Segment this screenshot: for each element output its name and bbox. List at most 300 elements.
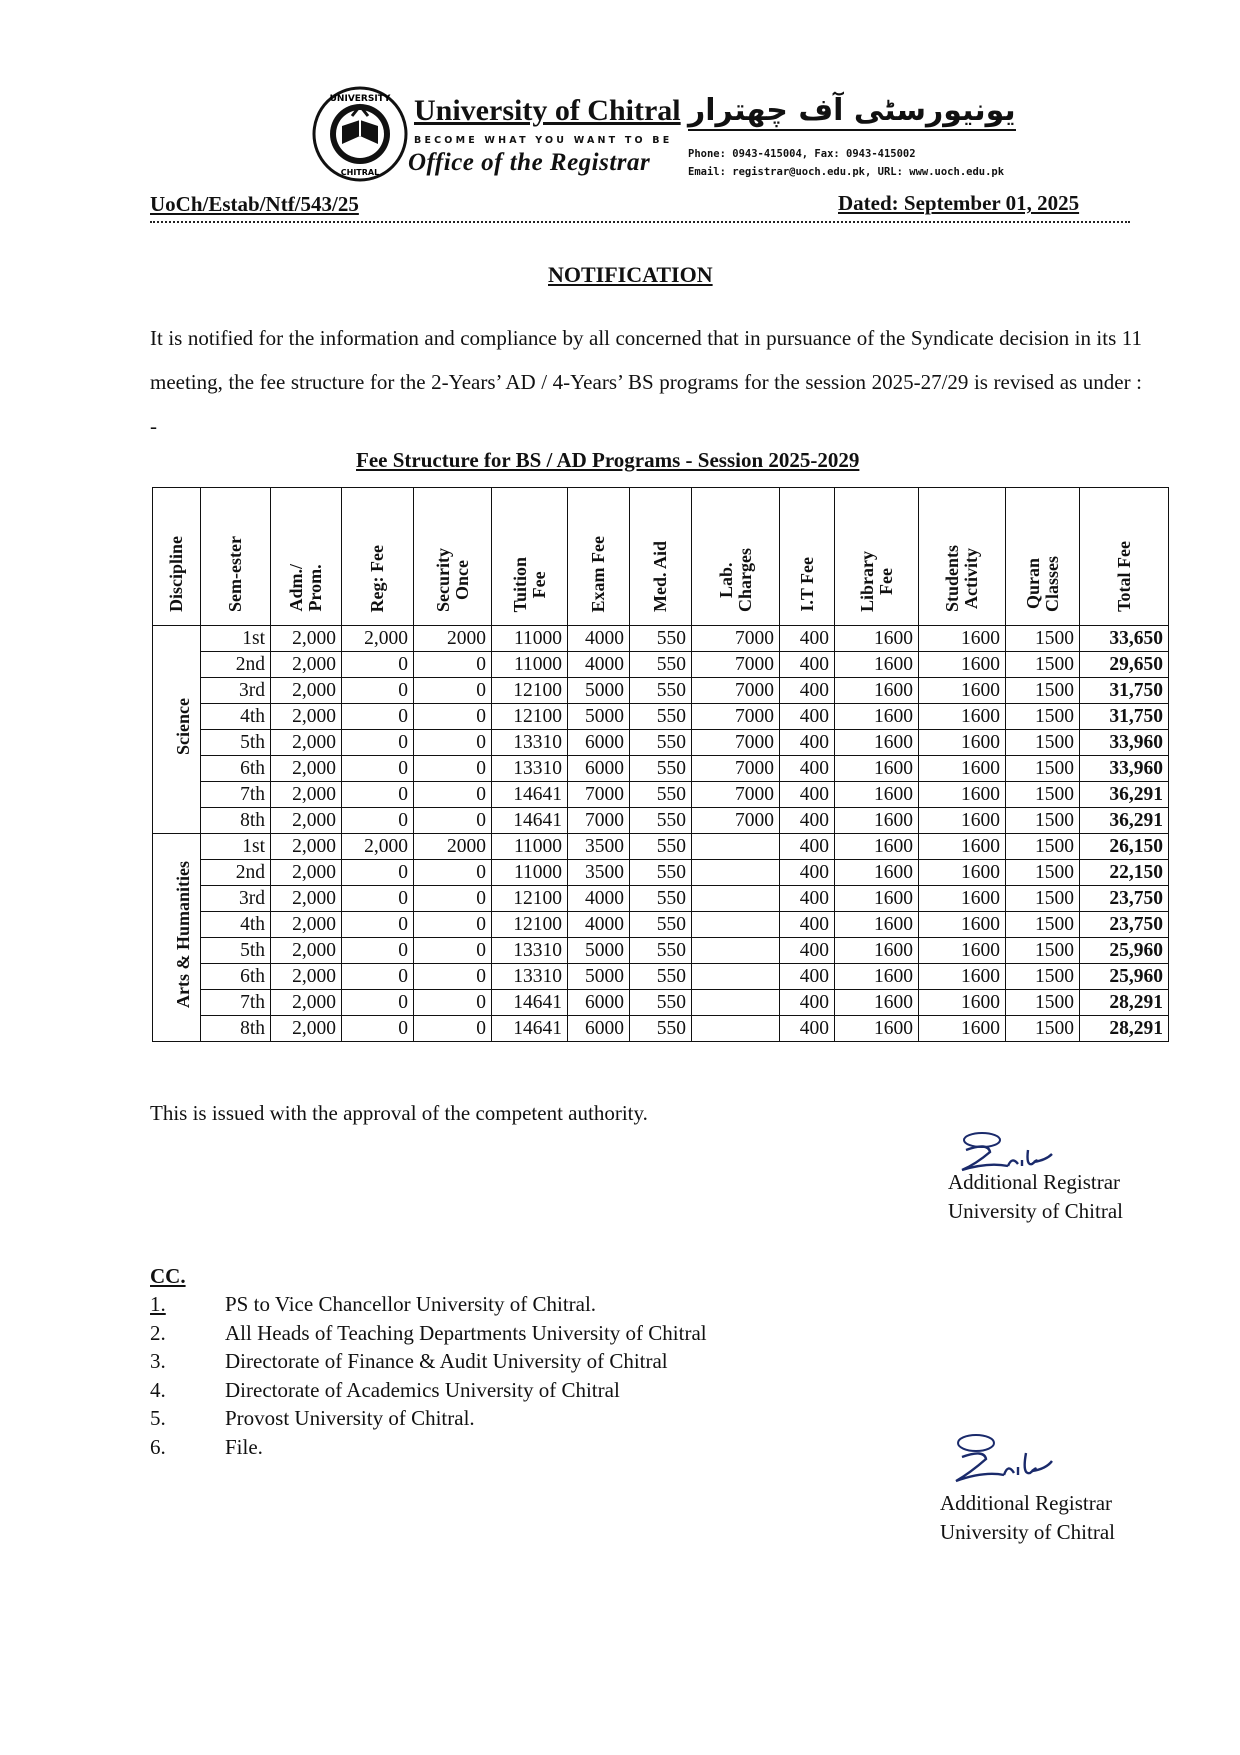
discipline-label: Arts & Humanities: [173, 860, 193, 1008]
table-row: [153, 678, 1169, 704]
fee-cell: 2,000: [271, 1016, 342, 1042]
fee-cell: 1600: [835, 964, 919, 990]
fee-cell: 400: [780, 860, 835, 886]
fee-cell: 1600: [835, 990, 919, 1016]
fee-cell: 2,000: [271, 756, 342, 782]
table-row: [153, 990, 1169, 1016]
phone-fax-line: Phone: 0943-415004, Fax: 0943-415002: [688, 148, 916, 160]
fee-cell: 7000: [692, 730, 780, 756]
total-fee-cell: 36,291: [1080, 808, 1169, 834]
fee-cell: 2,000: [271, 964, 342, 990]
column-header: [201, 488, 271, 626]
fee-cell: 1600: [919, 990, 1006, 1016]
total-fee-cell: 25,960: [1080, 964, 1169, 990]
fee-cell: 12100: [492, 886, 568, 912]
cc-item-number: 3.: [150, 1349, 166, 1373]
fee-cell: 0: [414, 704, 492, 730]
signer-title-bottom: Additional Registrar: [940, 1491, 1113, 1515]
fee-cell: 6000: [568, 990, 630, 1016]
fee-cell: 1500: [1006, 782, 1080, 808]
column-header: [342, 488, 414, 626]
fee-cell: 1600: [835, 756, 919, 782]
fee-cell: 1500: [1006, 756, 1080, 782]
fee-cell: 1600: [835, 912, 919, 938]
fee-cell: 400: [780, 990, 835, 1016]
fee-cell: 1600: [835, 678, 919, 704]
fee-cell: 2,000: [271, 834, 342, 860]
table-row: [153, 756, 1169, 782]
seal-text-bottom: CHITRAL: [340, 168, 380, 177]
fee-cell: 7000: [568, 808, 630, 834]
column-header: [1080, 488, 1169, 626]
fee-cell: 550: [630, 652, 692, 678]
fee-cell: 6000: [568, 1016, 630, 1042]
fee-cell: 550: [630, 808, 692, 834]
fee-cell: 0: [342, 886, 414, 912]
fee-cell: 0: [342, 652, 414, 678]
fee-cell: 400: [780, 756, 835, 782]
fee-cell: 1500: [1006, 938, 1080, 964]
cc-item-text: Directorate of Academics University of Chitral: [225, 1377, 620, 1402]
fee-cell: 7000: [692, 626, 780, 652]
table-row: [153, 782, 1169, 808]
fee-cell: 0: [414, 990, 492, 1016]
fee-cell: 7000: [692, 782, 780, 808]
fee-cell: 11000: [492, 652, 568, 678]
fee-cell: 550: [630, 860, 692, 886]
fee-cell: 1500: [1006, 860, 1080, 886]
semester-cell: 7th: [201, 990, 271, 1016]
fee-cell: 0: [342, 730, 414, 756]
fee-cell: 1500: [1006, 912, 1080, 938]
fee-cell: 1500: [1006, 834, 1080, 860]
fee-cell: [692, 938, 780, 964]
fee-cell: 0: [414, 678, 492, 704]
reference-number: UoCh/Estab/Ntf/543/25: [150, 192, 359, 216]
fee-cell: 1600: [919, 808, 1006, 834]
fee-cell: 2,000: [271, 626, 342, 652]
fee-cell: 2,000: [271, 730, 342, 756]
table-row: [153, 1016, 1169, 1042]
fee-cell: 1500: [1006, 964, 1080, 990]
fee-cell: 550: [630, 1016, 692, 1042]
fee-cell: [692, 1016, 780, 1042]
total-fee-cell: 31,750: [1080, 704, 1169, 730]
semester-cell: 2nd: [201, 860, 271, 886]
semester-cell: 7th: [201, 782, 271, 808]
column-header: [919, 488, 1006, 626]
fee-cell: 1500: [1006, 704, 1080, 730]
semester-cell: 4th: [201, 912, 271, 938]
fee-cell: 1600: [835, 808, 919, 834]
fee-cell: 550: [630, 730, 692, 756]
fee-cell: 0: [342, 808, 414, 834]
total-fee-cell: 26,150: [1080, 834, 1169, 860]
total-fee-cell: 33,960: [1080, 730, 1169, 756]
fee-cell: 400: [780, 1016, 835, 1042]
fee-cell: 7000: [692, 678, 780, 704]
fee-cell: 1600: [919, 678, 1006, 704]
cc-list-item: [150, 1404, 707, 1433]
total-fee-cell: 22,150: [1080, 860, 1169, 886]
fee-cell: 550: [630, 938, 692, 964]
fee-cell: 5000: [568, 704, 630, 730]
fee-cell: 0: [414, 652, 492, 678]
table-row: [153, 912, 1169, 938]
column-header-label: Adm./ Prom.: [286, 564, 325, 612]
fee-cell: 7000: [692, 808, 780, 834]
fee-cell: 1600: [835, 834, 919, 860]
fee-cell: 1600: [835, 782, 919, 808]
fee-table-title: Fee Structure for BS / AD Programs - Session 2025-2029: [356, 448, 860, 472]
discipline-label: Science: [173, 697, 193, 755]
total-fee-cell: 33,650: [1080, 626, 1169, 652]
semester-cell: 3rd: [201, 886, 271, 912]
table-row: [153, 704, 1169, 730]
fee-cell: 1600: [919, 860, 1006, 886]
cc-list-item: [150, 1376, 707, 1405]
fee-cell: 1500: [1006, 1016, 1080, 1042]
total-fee-cell: 31,750: [1080, 678, 1169, 704]
fee-cell: 14641: [492, 990, 568, 1016]
cc-heading: CC.: [150, 1264, 186, 1288]
fee-cell: 0: [342, 990, 414, 1016]
table-header-row: [153, 488, 1169, 626]
semester-cell: 1st: [201, 834, 271, 860]
signer-org-top: University of Chitral: [948, 1199, 1123, 1223]
total-fee-cell: 28,291: [1080, 990, 1169, 1016]
column-header-label: Discipline: [166, 535, 186, 612]
column-header-label: Lab. Charges: [715, 548, 755, 612]
total-fee-cell: 23,750: [1080, 886, 1169, 912]
column-header: [630, 488, 692, 626]
table-row: [153, 886, 1169, 912]
column-header-label: Security Once: [432, 548, 472, 612]
fee-cell: 1600: [835, 886, 919, 912]
fee-cell: 0: [414, 1016, 492, 1042]
total-fee-cell: 29,650: [1080, 652, 1169, 678]
fee-cell: 1600: [919, 912, 1006, 938]
fee-cell: 2,000: [271, 808, 342, 834]
fee-cell: 4000: [568, 886, 630, 912]
fee-cell: 2,000: [342, 834, 414, 860]
fee-cell: 1600: [835, 730, 919, 756]
column-header: [780, 488, 835, 626]
fee-cell: 1500: [1006, 678, 1080, 704]
fee-cell: 4000: [568, 912, 630, 938]
fee-cell: 6000: [568, 730, 630, 756]
notification-body: It is notified for the information and compliance by all concerned that in pursuance of the Syndicate decision in its 11 meeting, the fee structure for the 2-Years’ AD / 4-Years’ BS programs for the session 2025-27/29 is revised as under : -: [150, 326, 1142, 438]
fee-cell: 2,000: [271, 912, 342, 938]
discipline-cell: [153, 626, 201, 834]
column-header-label: Tuition Fee: [509, 556, 549, 612]
fee-cell: 2000: [414, 834, 492, 860]
fee-cell: 400: [780, 938, 835, 964]
fee-cell: 0: [414, 938, 492, 964]
fee-cell: 0: [342, 1016, 414, 1042]
seal-text-top: UNIVERSITY: [329, 94, 391, 104]
handwritten-signature-top: [948, 1130, 1088, 1180]
fee-cell: 550: [630, 756, 692, 782]
signature-block-top: [948, 1130, 1123, 1226]
cc-item-text: PS to Vice Chancellor University of Chitral.: [225, 1292, 597, 1316]
fee-cell: 7000: [692, 704, 780, 730]
semester-cell: 8th: [201, 808, 271, 834]
fee-cell: 1600: [919, 652, 1006, 678]
fee-cell: 400: [780, 704, 835, 730]
table-row: [153, 834, 1169, 860]
fee-cell: 400: [780, 808, 835, 834]
fee-cell: 14641: [492, 1016, 568, 1042]
fee-cell: 400: [780, 886, 835, 912]
column-header-label: Students Activity: [942, 544, 981, 612]
fee-cell: 1600: [919, 730, 1006, 756]
column-header-label: I.T Fee: [796, 557, 817, 612]
fee-cell: 550: [630, 782, 692, 808]
total-fee-cell: 25,960: [1080, 938, 1169, 964]
fee-cell: 13310: [492, 938, 568, 964]
cc-item-text: File.: [225, 1434, 263, 1459]
fee-cell: 0: [414, 782, 492, 808]
fee-cell: 550: [630, 964, 692, 990]
fee-cell: 400: [780, 730, 835, 756]
cc-item-number: 5.: [150, 1406, 166, 1430]
cc-item-number: 6.: [150, 1434, 166, 1459]
fee-cell: 2,000: [271, 782, 342, 808]
fee-cell: 2,000: [271, 990, 342, 1016]
cc-item-text: Provost University of Chitral.: [225, 1406, 475, 1430]
semester-cell: 1st: [201, 626, 271, 652]
column-header: [271, 488, 342, 626]
fee-cell: 0: [414, 756, 492, 782]
fee-cell: 1600: [919, 704, 1006, 730]
fee-cell: 0: [342, 782, 414, 808]
fee-cell: 0: [342, 964, 414, 990]
fee-cell: 1600: [919, 834, 1006, 860]
semester-cell: 2nd: [201, 652, 271, 678]
fee-cell: 3500: [568, 860, 630, 886]
office-title: Office of the Registrar: [408, 149, 651, 176]
fee-cell: 400: [780, 652, 835, 678]
notification-date: Dated: September 01, 2025: [838, 191, 1080, 215]
fee-cell: 3500: [568, 834, 630, 860]
column-header-label: Reg: Fee: [367, 544, 387, 612]
total-fee-cell: 33,960: [1080, 756, 1169, 782]
fee-cell: 550: [630, 912, 692, 938]
fee-cell: 2,000: [271, 652, 342, 678]
fee-cell: 5000: [568, 678, 630, 704]
fee-cell: 2000: [414, 626, 492, 652]
fee-cell: 5000: [568, 938, 630, 964]
fee-cell: 0: [414, 808, 492, 834]
table-row: [153, 808, 1169, 834]
fee-cell: 400: [780, 964, 835, 990]
discipline-cell: [153, 834, 201, 1042]
column-header-label: Quran Classes: [1022, 555, 1062, 612]
fee-cell: 1600: [919, 756, 1006, 782]
signer-title-top: Additional Registrar: [948, 1170, 1121, 1194]
fee-cell: 13310: [492, 964, 568, 990]
total-fee-cell: 23,750: [1080, 912, 1169, 938]
fee-cell: 0: [414, 730, 492, 756]
fee-cell: 1600: [835, 938, 919, 964]
semester-cell: 3rd: [201, 678, 271, 704]
fee-cell: [692, 886, 780, 912]
fee-cell: 4000: [568, 626, 630, 652]
cc-item-text: Directorate of Finance & Audit University of Chitral: [225, 1349, 668, 1373]
semester-cell: 4th: [201, 704, 271, 730]
fee-cell: [692, 964, 780, 990]
fee-cell: 1600: [919, 938, 1006, 964]
fee-cell: 550: [630, 678, 692, 704]
fee-cell: 550: [630, 834, 692, 860]
university-seal-logo: [312, 86, 408, 182]
fee-cell: 550: [630, 990, 692, 1016]
fee-cell: 1600: [835, 652, 919, 678]
semester-cell: 6th: [201, 964, 271, 990]
fee-structure-table: [152, 487, 1169, 1042]
fee-cell: 1600: [919, 782, 1006, 808]
fee-cell: 14641: [492, 782, 568, 808]
fee-cell: 1600: [919, 886, 1006, 912]
table-row: [153, 938, 1169, 964]
fee-cell: 400: [780, 834, 835, 860]
fee-cell: 0: [342, 678, 414, 704]
semester-cell: 8th: [201, 1016, 271, 1042]
fee-cell: 11000: [492, 834, 568, 860]
university-motto: BECOME WHAT YOU WANT TO BE: [414, 135, 673, 146]
fee-cell: 14641: [492, 808, 568, 834]
fee-cell: 1500: [1006, 808, 1080, 834]
column-header: [568, 488, 630, 626]
fee-cell: 0: [414, 860, 492, 886]
fee-cell: 2,000: [271, 860, 342, 886]
fee-cell: 1600: [835, 860, 919, 886]
table-row: [153, 964, 1169, 990]
fee-cell: [692, 860, 780, 886]
university-name: University of Chitral: [414, 94, 681, 127]
fee-cell: 2,000: [271, 886, 342, 912]
cc-item-number: 1.: [150, 1292, 166, 1316]
fee-cell: 2,000: [271, 938, 342, 964]
fee-cell: 1600: [919, 1016, 1006, 1042]
handwritten-signature-bottom: [940, 1431, 1080, 1493]
fee-cell: 2,000: [271, 704, 342, 730]
fee-cell: 4000: [568, 652, 630, 678]
fee-cell: 1500: [1006, 990, 1080, 1016]
fee-cell: 0: [342, 860, 414, 886]
fee-cell: 6000: [568, 756, 630, 782]
column-header-label: Exam Fee: [588, 535, 608, 612]
urdu-university-name: یونیورسٹی آف چھترار: [688, 93, 1016, 131]
fee-cell: 1500: [1006, 626, 1080, 652]
fee-cell: 0: [414, 964, 492, 990]
fee-cell: 0: [414, 886, 492, 912]
fee-cell: 0: [342, 912, 414, 938]
cc-list-item: [150, 1319, 707, 1348]
table-row: [153, 860, 1169, 886]
fee-cell: 1600: [919, 964, 1006, 990]
column-header-label: Med. Aid: [650, 540, 670, 612]
cc-list-item: [150, 1290, 707, 1319]
cc-item-text: All Heads of Teaching Departments University of Chitral: [225, 1320, 707, 1345]
fee-cell: 11000: [492, 626, 568, 652]
fee-cell: 400: [780, 912, 835, 938]
fee-cell: 12100: [492, 704, 568, 730]
column-header-label: Total Fee: [1113, 541, 1134, 612]
fee-cell: 550: [630, 704, 692, 730]
fee-cell: 13310: [492, 730, 568, 756]
fee-cell: 7000: [568, 782, 630, 808]
cc-item-number: 2.: [150, 1320, 166, 1345]
signer-org-bottom: University of Chitral: [940, 1520, 1115, 1544]
total-fee-cell: 36,291: [1080, 782, 1169, 808]
notification-heading: NOTIFICATION: [548, 262, 713, 287]
signature-block-bottom: [940, 1431, 1115, 1547]
approval-statement: This is issued with the approval of the competent authority.: [150, 1101, 648, 1125]
fee-cell: 2,000: [271, 678, 342, 704]
fee-cell: 13310: [492, 756, 568, 782]
fee-cell: 1500: [1006, 730, 1080, 756]
column-header: [492, 488, 568, 626]
cc-item-number: 4.: [150, 1377, 166, 1402]
semester-cell: 5th: [201, 938, 271, 964]
fee-cell: 1500: [1006, 886, 1080, 912]
fee-cell: 2,000: [342, 626, 414, 652]
column-header: [414, 488, 492, 626]
semester-cell: 6th: [201, 756, 271, 782]
table-row: [153, 626, 1169, 652]
fee-cell: 11000: [492, 860, 568, 886]
column-header-label: Sem-ester: [225, 536, 245, 612]
fee-cell: 1600: [835, 1016, 919, 1042]
column-header: [153, 488, 201, 626]
fee-cell: 400: [780, 626, 835, 652]
fee-cell: 550: [630, 886, 692, 912]
fee-cell: 550: [630, 626, 692, 652]
cc-list-item: [150, 1433, 707, 1462]
fee-cell: 1600: [919, 626, 1006, 652]
fee-cell: 0: [414, 912, 492, 938]
column-header: [692, 488, 780, 626]
fee-cell: 0: [342, 756, 414, 782]
cc-list-item: [150, 1347, 707, 1376]
cc-list: [150, 1290, 707, 1461]
column-header: [1006, 488, 1080, 626]
fee-cell: 1600: [835, 704, 919, 730]
fee-cell: 1600: [835, 626, 919, 652]
fee-cell: 5000: [568, 964, 630, 990]
table-row: [153, 652, 1169, 678]
column-header: [835, 488, 919, 626]
fee-cell: [692, 912, 780, 938]
fee-cell: 12100: [492, 912, 568, 938]
fee-cell: [692, 834, 780, 860]
semester-cell: 5th: [201, 730, 271, 756]
fee-cell: 400: [780, 678, 835, 704]
fee-cell: 12100: [492, 678, 568, 704]
fee-cell: 0: [342, 704, 414, 730]
fee-cell: 7000: [692, 756, 780, 782]
fee-cell: [692, 990, 780, 1016]
table-row: [153, 730, 1169, 756]
email-url-line: Email: registrar@uoch.edu.pk, URL: www.uoch.edu.pk: [688, 166, 1005, 178]
fee-cell: 400: [780, 782, 835, 808]
fee-cell: 0: [342, 938, 414, 964]
column-header-label: Library Fee: [856, 551, 896, 612]
total-fee-cell: 28,291: [1080, 1016, 1169, 1042]
fee-cell: 1500: [1006, 652, 1080, 678]
